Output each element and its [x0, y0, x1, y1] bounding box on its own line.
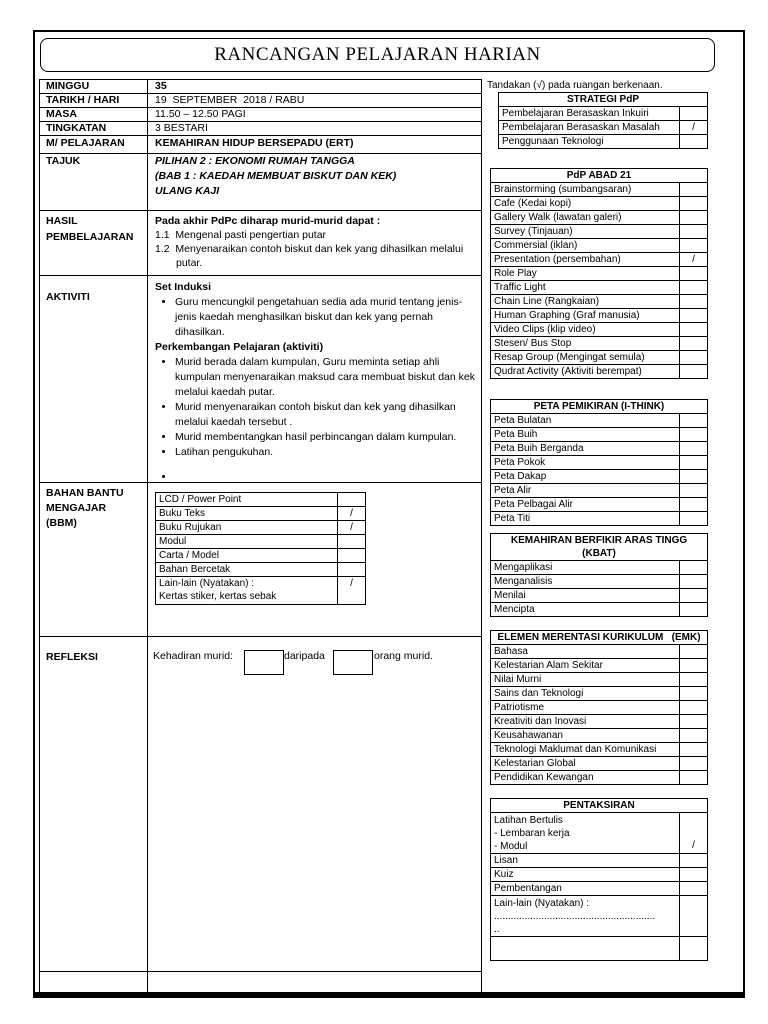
emk-table	[490, 630, 708, 785]
table-row	[499, 135, 708, 149]
abad21-item-label: Traffic Light	[491, 281, 680, 295]
table-row	[491, 813, 708, 854]
aktiviti-label: AKTIVITI	[46, 291, 90, 303]
table-row	[491, 561, 708, 575]
table-row	[491, 603, 708, 617]
table-row	[491, 854, 708, 868]
table-row	[491, 757, 708, 771]
emk-header: ELEMEN MERENTASI KURIKULUM (EMK)	[491, 631, 708, 645]
empty-bullet	[175, 470, 475, 485]
bbm-item-label: Buku Rujukan	[156, 521, 338, 535]
abad21-item-label: Commersial (iklan)	[491, 239, 680, 253]
ithink-item-label: Peta Dakap	[491, 470, 680, 484]
bbm-item-checkbox[interactable]	[338, 535, 366, 549]
table-row	[491, 309, 708, 323]
emk-item-label: Kreativiti dan Inovasi	[491, 715, 680, 729]
abad21-item-checkbox[interactable]	[680, 323, 708, 337]
hasil-intro: Pada akhir PdPc diharap murid-murid dapat :	[155, 215, 381, 227]
emk-item-checkbox[interactable]	[680, 673, 708, 687]
masa-label: MASA	[46, 108, 77, 120]
table-row	[491, 701, 708, 715]
pentaksiran-item-label: Pembentangan	[491, 882, 680, 896]
ithink-item-checkbox[interactable]	[680, 512, 708, 526]
bbm-item-checkbox[interactable]: /	[338, 521, 366, 535]
table-row	[491, 442, 708, 456]
pentaksiran-header: PENTAKSIRAN	[491, 799, 708, 813]
table-row	[491, 534, 708, 561]
table-row	[156, 521, 366, 535]
perkembangan-item: • Murid berada dalam kumpulan, Guru meminta setiap ahli kumpulan menyenaraikan maksud cara membuat biskut dan kek melalui kaedah putar.	[175, 355, 475, 400]
table-row	[491, 799, 708, 813]
table-row	[491, 743, 708, 757]
table-row	[491, 414, 708, 428]
strategi-table	[498, 92, 708, 149]
ithink-item-label: Peta Alir	[491, 484, 680, 498]
pentaksiran-item-checkbox[interactable]	[680, 868, 708, 882]
bbm-lain-label: Lain-lain (Nyatakan) :	[159, 578, 255, 589]
row-line	[39, 210, 482, 211]
latihan-line-3: - Modul	[494, 841, 528, 852]
abad21-header: PdP ABAD 21	[491, 169, 708, 183]
abad21-item-label: Chain Line (Rangkaian)	[491, 295, 680, 309]
perkembangan-item: • Murid menyenaraikan contoh biskut dan kek yang dihasilkan melalui kaedah tersebut .	[175, 400, 475, 430]
abad21-item-label: Presentation (persembahan)	[491, 253, 680, 267]
table-row	[156, 535, 366, 549]
hasil-item-2-cont: putar.	[176, 257, 203, 269]
table-row	[491, 365, 708, 379]
abad21-item-checkbox[interactable]	[680, 309, 708, 323]
kbat-header-line-1: KEMAHIRAN BERFIKIR ARAS TINGG	[510, 535, 688, 546]
minggu-label: MINGGU	[46, 80, 90, 92]
kehadiran-text-1: Kehadiran murid:	[153, 650, 233, 662]
tingkatan-value: 3 BESTARI	[155, 122, 208, 134]
abad21-item-checkbox[interactable]	[680, 365, 708, 379]
induksi-item: • Guru mencungkil pengetahuan sedia ada murid tentang jenis-jenis kaedah menghasilkan biskut dan kek yang pernah dihasilkan.	[175, 295, 475, 340]
ithink-header: PETA PEMIKIRAN (I-THINK)	[491, 400, 708, 414]
abad21-item-checkbox[interactable]	[680, 351, 708, 365]
tarikh-value: 19 SEPTEMBER 2018 / RABU	[155, 94, 305, 106]
bbm-lain-lain	[156, 577, 338, 605]
row-line	[39, 636, 482, 637]
table-row	[499, 93, 708, 107]
page-frame-bottom-border	[33, 992, 745, 998]
table-row	[491, 937, 708, 961]
row-line	[39, 275, 482, 276]
bbm-item-label: Modul	[156, 535, 338, 549]
table-row	[491, 337, 708, 351]
abad21-item-checkbox[interactable]	[680, 337, 708, 351]
pdp-abad21-table	[490, 168, 708, 379]
strategi-header: STRATEGI PdP	[499, 93, 708, 107]
emk-item-checkbox[interactable]	[680, 659, 708, 673]
table-row	[156, 549, 366, 563]
perkembangan-item: • Latihan pengukuhan.	[175, 445, 475, 460]
lain-line-2: ..........................................................	[494, 911, 656, 922]
ithink-item-label: Peta Pelbagai Alir	[491, 498, 680, 512]
abad21-item-checkbox[interactable]	[680, 281, 708, 295]
strategi-item-checkbox[interactable]	[680, 107, 708, 121]
ithink-item-checkbox[interactable]	[680, 456, 708, 470]
table-row	[491, 715, 708, 729]
pentaksiran-lain-lain	[491, 896, 680, 937]
ithink-item-label: Peta Buih Berganda	[491, 442, 680, 456]
bbm-label-2: MENGAJAR	[46, 502, 107, 514]
table-row	[156, 577, 366, 605]
table-row	[491, 197, 708, 211]
emk-item-label: Kelestarian Global	[491, 757, 680, 771]
perkembangan-list	[155, 355, 475, 485]
table-row	[491, 687, 708, 701]
table-row	[491, 323, 708, 337]
emk-item-label: Sains dan Teknologi	[491, 687, 680, 701]
pentaksiran-blank-row	[491, 937, 680, 961]
latihan-line-2: - Lembaran kerja	[494, 828, 570, 839]
table-row	[156, 493, 366, 507]
bbm-item-checkbox[interactable]	[338, 563, 366, 577]
pentaksiran-item-checkbox[interactable]	[680, 854, 708, 868]
perkembangan-heading: Perkembangan Pelajaran (aktiviti)	[155, 341, 324, 353]
emk-item-checkbox[interactable]	[680, 743, 708, 757]
blank-checkbox[interactable]	[680, 937, 708, 961]
bbm-item-label: Buku Teks	[156, 507, 338, 521]
kbat-table	[490, 533, 708, 617]
kehadiran-text-3: orang murid.	[374, 650, 433, 662]
bbm-item-checkbox[interactable]	[338, 549, 366, 563]
abad21-item-label: Role Play	[491, 267, 680, 281]
mata-pelajaran-label: M/ PELAJARAN	[46, 137, 125, 149]
instruction-text: Tandakan (√) pada ruangan berkenaan.	[487, 80, 663, 91]
emk-item-checkbox[interactable]	[680, 645, 708, 659]
abad21-item-checkbox[interactable]: /	[680, 253, 708, 267]
table-row	[491, 253, 708, 267]
bbm-item-label: Bahan Bercetak	[156, 563, 338, 577]
abad21-item-label: Video Clips (klip video)	[491, 323, 680, 337]
table-row	[491, 239, 708, 253]
abad21-item-label: Qudrat Activity (Aktiviti berempat)	[491, 365, 680, 379]
table-row	[499, 121, 708, 135]
tajuk-label: TAJUK	[46, 155, 81, 167]
table-row	[491, 428, 708, 442]
table-row	[491, 498, 708, 512]
pentaksiran-table	[490, 798, 708, 961]
kbat-header	[491, 534, 708, 561]
hasil-item-2: 1.2 Menyenaraikan contoh biskut dan kek yang dihasilkan melalui	[155, 243, 464, 255]
bbm-label-3: (BBM)	[46, 517, 77, 529]
kbat-item-label: Menilai	[491, 589, 680, 603]
emk-item-label: Patriotisme	[491, 701, 680, 715]
table-row	[491, 295, 708, 309]
table-row	[156, 563, 366, 577]
left-table-col-divider	[147, 79, 148, 993]
abad21-item-checkbox[interactable]	[680, 267, 708, 281]
emk-item-label: Keusahawanan	[491, 729, 680, 743]
latihan-checkbox[interactable]: /	[680, 813, 708, 854]
bbm-table	[155, 492, 366, 605]
emk-item-checkbox[interactable]	[680, 771, 708, 785]
pentaksiran-item-label: Lisan	[491, 854, 680, 868]
ithink-table	[490, 399, 708, 526]
abad21-item-label: Human Graphing (Graf manusia)	[491, 309, 680, 323]
abad21-item-checkbox[interactable]	[680, 295, 708, 309]
abad21-item-label: Stesen/ Bus Stop	[491, 337, 680, 351]
bbm-item-label: LCD / Power Point	[156, 493, 338, 507]
bbm-item-checkbox[interactable]	[338, 493, 366, 507]
ithink-item-checkbox[interactable]	[680, 484, 708, 498]
perkembangan-item: • Murid membentangkan hasil perbincangan dalam kumpulan.	[175, 430, 475, 445]
table-row	[491, 896, 708, 937]
left-table-border-left	[39, 79, 40, 993]
latihan-line-1: Latihan Bertulis	[494, 815, 563, 826]
tarikh-label: TARIKH / HARI	[46, 94, 120, 106]
masa-value: 11.50 – 12.50 PAGI	[155, 108, 246, 120]
pentaksiran-item-checkbox[interactable]	[680, 882, 708, 896]
strategi-item-checkbox[interactable]: /	[680, 121, 708, 135]
bbm-item-checkbox[interactable]: /	[338, 507, 366, 521]
emk-item-label: Pendidikan Kewangan	[491, 771, 680, 785]
abad21-item-label: Resap Group (Mengingat semula)	[491, 351, 680, 365]
table-row	[491, 868, 708, 882]
abad21-item-label: Survey (Tinjauan)	[491, 225, 680, 239]
ithink-item-checkbox[interactable]	[680, 498, 708, 512]
emk-item-checkbox[interactable]	[680, 701, 708, 715]
table-row	[491, 169, 708, 183]
table-row	[491, 512, 708, 526]
table-row	[491, 484, 708, 498]
ithink-item-checkbox[interactable]	[680, 428, 708, 442]
bbm-label-1: BAHAN BANTU	[46, 487, 124, 499]
table-row	[491, 351, 708, 365]
emk-item-checkbox[interactable]	[680, 729, 708, 743]
lain-line-1: Lain-lain (Nyatakan) :	[494, 898, 590, 909]
table-row	[491, 882, 708, 896]
ithink-item-label: Peta Pokok	[491, 456, 680, 470]
hasil-label-2: PEMBELAJARAN	[46, 231, 134, 243]
hasil-item-1: 1.1 Mengenal pasti pengertian putar	[155, 229, 327, 241]
set-induksi-heading: Set Induksi	[155, 281, 212, 293]
strategi-item-label: Pembelajaran Berasaskan Masalah	[499, 121, 680, 135]
kbat-item-label: Mengaplikasi	[491, 561, 680, 575]
table-row	[491, 589, 708, 603]
table-row	[491, 400, 708, 414]
pentaksiran-item-label: Kuiz	[491, 868, 680, 882]
emk-item-checkbox[interactable]	[680, 687, 708, 701]
emk-item-label: Bahasa	[491, 645, 680, 659]
lain-checkbox[interactable]	[680, 896, 708, 937]
kbat-item-checkbox[interactable]	[680, 575, 708, 589]
table-row	[491, 729, 708, 743]
table-row	[491, 183, 708, 197]
table-row	[491, 211, 708, 225]
tajuk-line-3: ULANG KAJI	[155, 185, 220, 197]
kbat-item-checkbox[interactable]	[680, 561, 708, 575]
bbm-lain-value: Kertas stiker, kertas sebak	[159, 591, 277, 602]
kbat-item-label: Menganalisis	[491, 575, 680, 589]
bbm-lain-checkbox[interactable]: /	[338, 577, 366, 605]
minggu-value: 35	[155, 80, 167, 92]
mata-pelajaran-value: KEMAHIRAN HIDUP BERSEPADU (ERT)	[155, 137, 354, 149]
strategi-item-label: Penggunaan Teknologi	[499, 135, 680, 149]
jumlah-murid-input[interactable]	[333, 650, 373, 675]
emk-item-label: Teknologi Maklumat dan Komunikasi	[491, 743, 680, 757]
ithink-item-label: Peta Titi	[491, 512, 680, 526]
abad21-item-label: Brainstorming (sumbangsaran)	[491, 183, 680, 197]
row-line	[39, 79, 482, 80]
kehadiran-text-2: daripada	[284, 650, 325, 662]
ithink-item-checkbox[interactable]	[680, 470, 708, 484]
induksi-list	[155, 295, 475, 340]
table-row	[491, 659, 708, 673]
table-row	[491, 771, 708, 785]
table-row	[156, 507, 366, 521]
table-row	[491, 631, 708, 645]
emk-item-checkbox[interactable]	[680, 715, 708, 729]
emk-item-label: Nilai Murni	[491, 673, 680, 687]
kbat-item-label: Mencipta	[491, 603, 680, 617]
kehadiran-count-input[interactable]	[244, 650, 284, 675]
abad21-item-checkbox[interactable]	[680, 197, 708, 211]
refleksi-label: REFLEKSI	[46, 651, 98, 663]
bbm-item-label: Carta / Model	[156, 549, 338, 563]
tingkatan-label: TINGKATAN	[46, 122, 107, 134]
strategi-item-checkbox[interactable]	[680, 135, 708, 149]
tajuk-line-2: (BAB 1 : KAEDAH MEMBUAT BISKUT DAN KEK)	[155, 170, 397, 182]
hasil-label-1: HASIL	[46, 215, 78, 227]
table-row	[491, 281, 708, 295]
ithink-item-checkbox[interactable]	[680, 414, 708, 428]
page-title: RANCANGAN PELAJARAN HARIAN	[40, 38, 715, 72]
emk-item-checkbox[interactable]	[680, 757, 708, 771]
left-table-border-right	[481, 79, 482, 993]
abad21-item-checkbox[interactable]	[680, 239, 708, 253]
table-row	[491, 673, 708, 687]
table-row	[491, 456, 708, 470]
abad21-item-checkbox[interactable]	[680, 225, 708, 239]
table-row	[491, 225, 708, 239]
latihan-bertulis	[491, 813, 680, 854]
tajuk-line-1: PILIHAN 2 : EKONOMI RUMAH TANGGA	[155, 155, 355, 167]
table-row	[499, 107, 708, 121]
kbat-item-checkbox[interactable]	[680, 603, 708, 617]
abad21-item-label: Cafe (Kedai kopi)	[491, 197, 680, 211]
lain-line-3: ..	[494, 924, 500, 935]
emk-item-label: Kelestarian Alam Sekitar	[491, 659, 680, 673]
abad21-item-checkbox[interactable]	[680, 211, 708, 225]
row-line	[39, 971, 482, 972]
ithink-item-label: Peta Buih	[491, 428, 680, 442]
kbat-header-line-2: (KBAT)	[582, 548, 616, 559]
kbat-item-checkbox[interactable]	[680, 589, 708, 603]
ithink-item-checkbox[interactable]	[680, 442, 708, 456]
table-row	[491, 575, 708, 589]
abad21-item-checkbox[interactable]	[680, 183, 708, 197]
table-row	[491, 267, 708, 281]
ithink-item-label: Peta Bulatan	[491, 414, 680, 428]
abad21-item-label: Gallery Walk (lawatan galeri)	[491, 211, 680, 225]
strategi-item-label: Pembelajaran Berasaskan Inkuiri	[499, 107, 680, 121]
table-row	[491, 645, 708, 659]
aktiviti-content	[155, 280, 475, 485]
table-row	[491, 470, 708, 484]
